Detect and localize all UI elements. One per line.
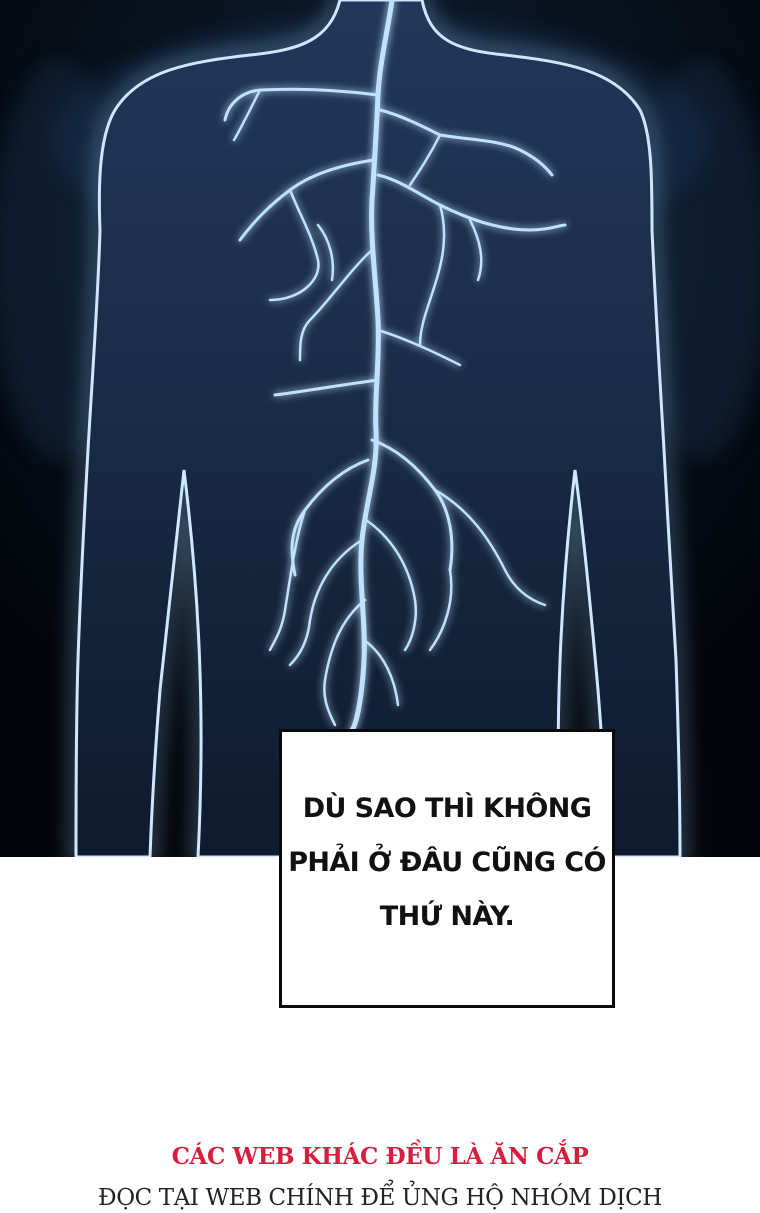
support-message: ĐỌC TẠI WEB CHÍNH ĐỂ ỦNG HỘ NHÓM DỊCH [98,1185,662,1211]
speech-line-2: PHẢI Ở ĐÂU CŨNG CÓ [288,846,606,878]
piracy-warning: CÁC WEB KHÁC ĐỀU LÀ ĂN CẮP [171,1143,589,1170]
speech-line-3: THỨ NÀY. [379,900,515,932]
speech-line-1: DÙ SAO THÌ KHÔNG [302,792,592,824]
speech-box [279,729,615,1008]
